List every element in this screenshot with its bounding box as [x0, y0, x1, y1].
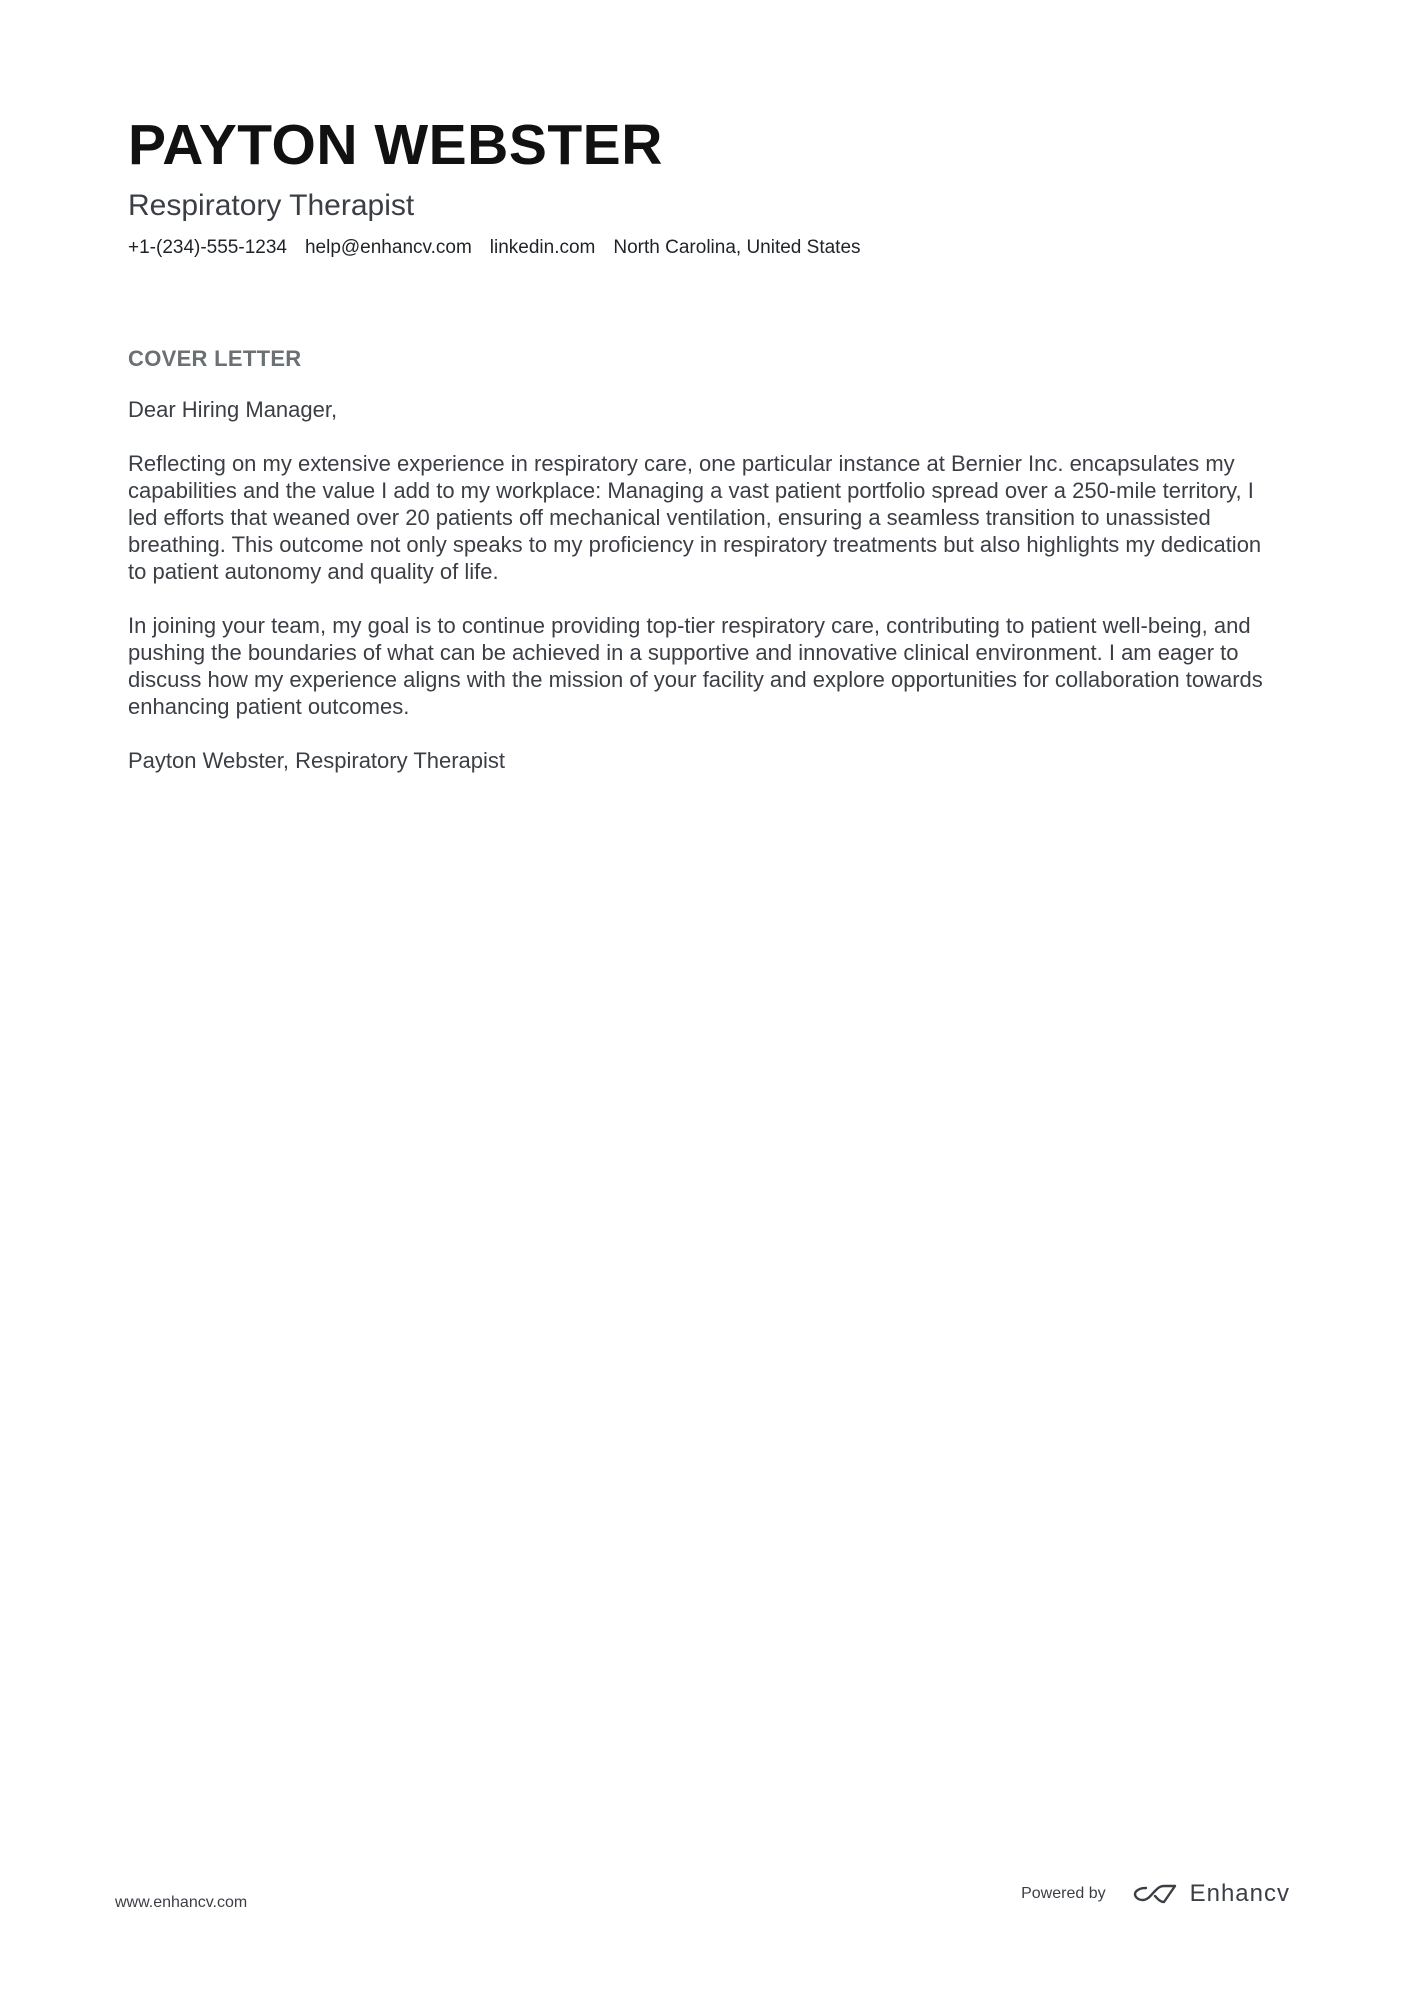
candidate-title: Respiratory Therapist [128, 189, 415, 222]
contact-email[interactable]: help@enhancv.com [304, 237, 472, 258]
section-title: COVER LETTER [128, 346, 302, 371]
footer-website[interactable]: www.enhancv.com [115, 1894, 248, 1911]
letter-body [128, 344, 1278, 774]
contact-linkedin[interactable]: linkedin.com [489, 237, 596, 258]
contact-phone: +1-(234)-555-1234 [128, 237, 287, 258]
paragraph-2: In joining your team, my goal is to continue providing top-tier respiratory care, contributing to patient well-being, and pushing the boundaries of what can be achieved in a supportive and innovative clinical environment. I am eager to discuss how my experience aligns with the mission of your facility and explore opportunities for collaboration towards enhancing patient outcomes. [128, 613, 1263, 719]
contact-info [128, 236, 1288, 260]
salutation: Dear Hiring Manager, [128, 397, 338, 422]
contact-location: North Carolina, United States [613, 237, 861, 258]
candidate-name: PAYTON WEBSTER [128, 113, 663, 177]
brand-name: Enhancv [1189, 1880, 1290, 1907]
enhancv-logo-icon [1132, 1882, 1178, 1906]
footer-branding [1021, 1880, 1290, 1908]
brand[interactable] [1132, 1880, 1290, 1908]
paragraph-1: Reflecting on my extensive experience in respiratory care, one particular instance at Bernier Inc. encapsulates my capabilities and the value I add to my workplace: Managing a vast patient portfolio spread over a 250-mile territory, I led efforts that weaned over 20 patients off mechanical ventilation, ensuring a seamless transition to unassisted breathing. This outcome not only speaks to my proficiency in respiratory treatments but also highlights my dedication to patient autonomy and quality of life. [128, 451, 1262, 584]
closing-signature: Payton Webster, Respiratory Therapist [128, 748, 506, 773]
header [128, 112, 1288, 260]
powered-by-label: Powered by [1021, 1885, 1106, 1902]
